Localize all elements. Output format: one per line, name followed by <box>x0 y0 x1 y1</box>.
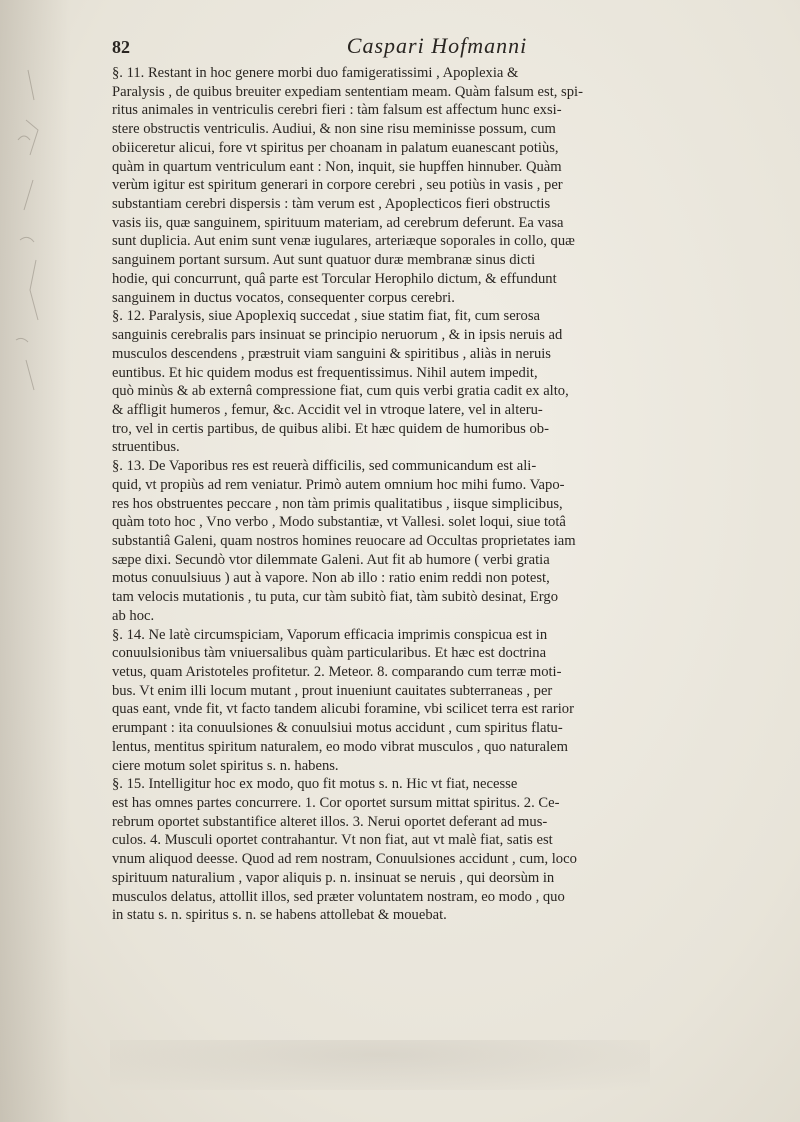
text-line: §. 14. Ne latè circumspiciam, Vaporum efficacia imprimis conspicua est in <box>112 626 548 643</box>
text-line: substantiâ Galeni, quam nostros homines reuocare ad Occultas proprietates iam <box>112 532 576 549</box>
text-line: sanguinis cerebralis pars insinuat se principio neruorum , & in ipsis neruis ad <box>112 327 563 344</box>
text-line: quas eant, vnde fit, vt facto tandem alicubi foramine, vbi scilicet terra est rarior <box>112 701 574 718</box>
text-line: sunt duplicia. Aut enim sunt venæ iugulares, arteriæque soporales in collo, quæ <box>112 233 575 250</box>
text-line: erumpant : ita conuulsiones & conuulsiui motus accidunt , cum spiritus flatu- <box>112 720 563 737</box>
text-line: stere obstructis ventriculis. Audiui, & non sine risu meminisse possum, cum <box>112 121 556 138</box>
text-line: vetus, quam Aristoteles profitetur. 2. Meteor. 8. comparando cum terræ moti- <box>112 664 562 680</box>
text-line: lentus, mentitus spiritum naturalem, eo modo vibrat musculos , quo naturalem <box>112 738 568 755</box>
text-line: §. 13. De Vaporibus res est reuerà difficilis, sed communicandum est ali- <box>112 458 537 475</box>
text-line: quò minùs & ab externâ compressione fiat, cum quis verbi gratia cadit ex alto, <box>112 383 569 400</box>
page-header <box>112 33 762 63</box>
text-line: spirituum naturalium , vapor aliquis p. n. insinuat se neruis , qui deorsùm in <box>112 869 555 886</box>
text-line: in statu s. n. spiritus s. n. se habens attollebat & mouebat. <box>112 907 447 924</box>
text-line: sæpe dixi. Secundò vtor dilemmate Galeni. Aut fit ab humore ( verbi gratia <box>112 551 550 568</box>
text-line: verùm igitur est spiritum generari in corpore cerebri , seu potiùs in vasis , per <box>112 177 563 194</box>
text-line: vasis iis, quæ sanguinem, spirituum materiam, ad cerebrum deferunt. Ea vasa <box>112 214 564 231</box>
text-line: bus. Vt enim illi locum mutant , prout inueniunt cauitates subterraneas , per <box>112 682 553 699</box>
text-line: est has omnes partes concurrere. 1. Cor oportet sursum mittat spiritus. 2. Ce- <box>112 795 560 812</box>
text-line: tam velocis mutationis , tu puta, cur tàm subitò fiat, tàm subitò desinat, Ergo <box>112 589 558 606</box>
text-line: res hos obstruentes peccare , non tàm primis qualitatibus , iisque simplicibus, <box>112 495 563 512</box>
text-line: sanguinem in ductus vocatos, consequenter corpus cerebri. <box>112 289 455 306</box>
text-line: struentibus. <box>112 439 180 456</box>
text-line: culos. 4. Musculi oportet contrahantur. Vt non fiat, aut vt malè fiat, satis est <box>112 832 553 849</box>
text-line: §. 12. Paralysis, siue Apoplexiq succedat , siue statim fiat, fit, cum serosa <box>112 308 540 325</box>
text-line: obiiceretur alicui, fore vt spiritus per choanam in palatum euanescant potiùs, <box>112 139 559 156</box>
text-line: Paralysis , de quibus breuiter expediam sententiam meam. Quàm falsum est, spi- <box>112 83 583 100</box>
text-line: musculos delatus, attollit illos, sed præter voluntatem nostram, eo modo , quo <box>112 888 565 905</box>
text-line: & affligit humeros , femur, &c. Accidit vel in vtroque latere, vel in alteru- <box>112 401 543 418</box>
text-line: ritus animales in ventriculis cerebri fieri : tàm falsum est affectum hunc exsi- <box>112 102 562 119</box>
text-line: euntibus. Et hic quidem modus est frequentissimus. Nihil autem impedit, <box>112 364 538 381</box>
text-line: ab hoc. <box>112 607 155 624</box>
text-line: hodie, qui concurrunt, quâ parte est Torcular Herophilo dictum, & effundunt <box>112 270 557 287</box>
text-line: sanguinem portant sursum. Aut sunt quatuor duræ membranæ sinus dicti <box>112 252 536 269</box>
text-line: quid, vt propiùs ad rem veniatur. Primò autem omnium hoc mihi fumo. Vapo- <box>112 476 565 493</box>
text-line: substantiam cerebri dispersis : tàm verum est , Apoplecticos fieri obstructis <box>112 196 551 213</box>
text-line: conuulsionibus tàm vniuersalibus quàm particularibus. Et hæc est doctrina <box>112 645 547 662</box>
running-title: Caspari Hofmanni <box>346 33 528 58</box>
text-line: quàm in quartum ventriculum eant : Non, inquit, sie hupffen hinnuber. Quàm <box>112 158 562 175</box>
text-line: §. 11. Restant in hoc genere morbi duo famigeratissimi , Apoplexia & <box>112 65 519 81</box>
text-line: musculos descendens , præstruit viam sanguini & spiritibus , aliàs in neruis <box>112 345 551 362</box>
text-line: rebrum oportet substantifice alteret illos. 3. Nerui oportet deferant ad mus- <box>112 813 548 830</box>
text-line: quàm toto hoc , Vno verbo , Modo substantiæ, vt Vallesi. solet loqui, siue totâ <box>112 514 566 531</box>
text-line: §. 15. Intelligitur hoc ex modo, quo fit motus s. n. Hic vt fiat, necesse <box>112 776 518 793</box>
show-through-marks <box>8 60 58 420</box>
body-text <box>112 64 762 925</box>
page-stain <box>110 1040 650 1090</box>
text-line: ciere motum solet spiritus s. n. habens. <box>112 757 339 774</box>
folio-number: 82 <box>112 37 130 57</box>
text-line: tro, vel in certis partibus, de quibus alibi. Et hæc quidem de humoribus ob- <box>112 420 549 437</box>
text-line: vnum aliquod deesse. Quod ad rem nostram, Conuulsiones accidunt , cum, loco <box>112 851 577 868</box>
text-line: motus conuulsiuus ) aut à vapore. Non ab illo : ratio enim reddi non potest, <box>112 570 550 587</box>
